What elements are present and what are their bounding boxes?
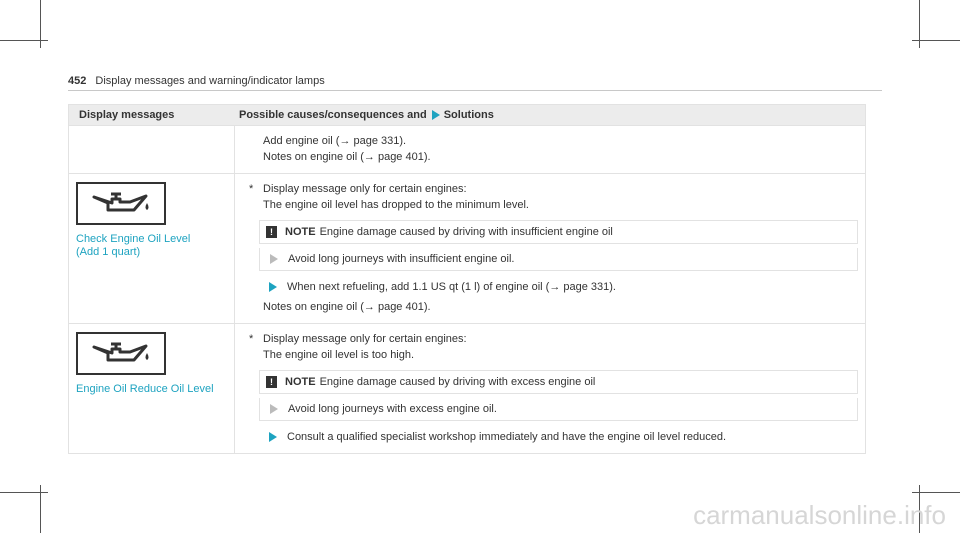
crop-mark: [0, 492, 48, 493]
table-row: [69, 323, 865, 453]
note-action: [259, 248, 858, 271]
text-line: Notes on engine oil (→ page 401).: [263, 301, 431, 313]
display-message: [76, 233, 234, 259]
play-arrow-icon: [269, 282, 277, 292]
text-line: Notes on engine oil (→ page 401).: [263, 151, 431, 163]
note-box: [259, 370, 858, 394]
display-message: Engine Oil Reduce Oil Level: [76, 383, 214, 395]
col-header-messages: Display messages: [79, 109, 175, 121]
note-action: [259, 398, 858, 421]
note-text: Engine damage caused by driving with insufficient engine oil: [319, 226, 613, 238]
oil-can-icon: [76, 332, 166, 375]
display-messages-table: [68, 104, 866, 454]
note-box: [259, 220, 858, 244]
col-header-solutions-suffix: Solutions: [443, 109, 494, 121]
header-divider: [68, 90, 882, 91]
oil-can-icon: [76, 182, 166, 225]
solution-cell: [235, 324, 865, 453]
table-row: [69, 125, 865, 173]
page-header: [68, 75, 325, 87]
play-arrow-icon: [269, 432, 277, 442]
col-header-solutions-prefix: Possible causes/consequences and: [239, 109, 427, 121]
crop-mark: [912, 492, 960, 493]
message-cell: [69, 324, 235, 453]
text-line: Add engine oil (→ page 331).: [263, 135, 407, 147]
note-label: NOTE: [285, 376, 316, 388]
action-step: [269, 279, 858, 295]
message-cell: [69, 174, 235, 323]
message-cell: [69, 126, 235, 173]
text-line: The engine oil level has dropped to the minimum level.: [263, 199, 529, 211]
action-step-text: When next refueling, add 1.1 US qt (1 l) of engine oil (→ page 331).: [287, 281, 616, 293]
page-title: Display messages and warning/indicator lamps: [95, 75, 325, 87]
display-message-line: Check Engine Oil Level: [76, 233, 191, 245]
solution-cell: [235, 174, 865, 323]
play-arrow-icon: [270, 404, 278, 414]
note-text: Engine damage caused by driving with excess engine oil: [319, 376, 596, 388]
play-arrow-icon: [432, 110, 440, 120]
table-header: [69, 105, 865, 125]
watermark: carmanualsonline.info: [693, 500, 946, 530]
action-step: [269, 429, 858, 445]
page-number: 452: [68, 75, 87, 87]
play-arrow-icon: [270, 254, 278, 264]
crop-mark: [0, 40, 48, 41]
crop-mark: [912, 40, 960, 41]
table-row: [69, 173, 865, 323]
text-line: Display message only for certain engines:: [263, 183, 467, 195]
asterisk: *: [249, 183, 254, 195]
action-step-text: Consult a qualified specialist workshop immediately and have the engine oil level reduced.: [287, 431, 727, 443]
text-line: The engine oil level is too high.: [263, 349, 415, 361]
text-line: Display message only for certain engines:: [263, 333, 467, 345]
warning-icon: !: [266, 376, 277, 388]
warning-icon: !: [266, 226, 277, 238]
asterisk: *: [249, 333, 254, 345]
note-label: NOTE: [285, 226, 316, 238]
note-action-text: Avoid long journeys with excess engine oil.: [288, 403, 497, 415]
display-message-line: (Add 1 quart): [76, 246, 141, 258]
note-action-text: Avoid long journeys with insufficient engine oil.: [288, 253, 515, 265]
col-header-solutions: [239, 109, 494, 121]
solution-cell: [235, 126, 865, 173]
